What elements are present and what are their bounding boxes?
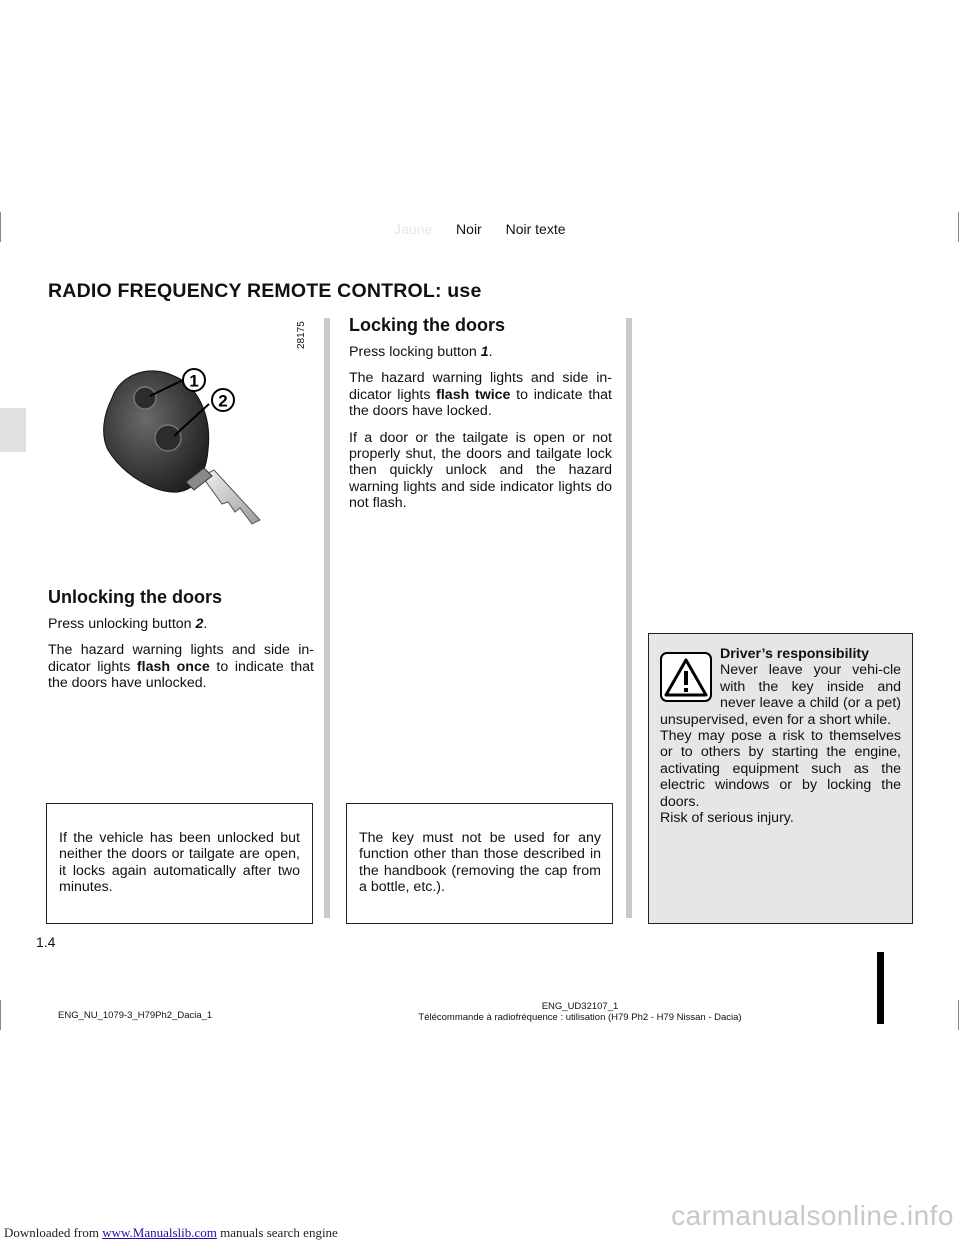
warning-text-1: Never leave your vehi-cle with the key inside and never leave a child (or a pet) unsupervised, even for a short while.	[660, 662, 901, 728]
locking-description: The hazard warning lights and side in-dicator lights flash twice to indicate that the doors have locked.	[349, 370, 612, 420]
remote-key-illustration	[90, 358, 290, 528]
ink-labels	[394, 221, 586, 237]
callout-2: 2	[218, 391, 228, 411]
ink-label-jaune: Jaune	[394, 221, 433, 237]
warning-box	[648, 633, 913, 924]
column-divider-1	[324, 318, 330, 918]
locking-button-ref: 1	[480, 344, 489, 360]
footer-module-code: ENG_UD32107_1	[541, 1001, 619, 1012]
unlocking-step: Press unlocking button 2.	[48, 616, 208, 632]
ink-label-noir-texte: Noir texte	[505, 221, 566, 237]
unlocking-section	[48, 587, 314, 702]
page-title: RADIO FREQUENCY REMOTE CONTROL: use	[48, 280, 482, 302]
end-of-section-bar	[877, 952, 884, 1024]
auto-relock-note: If the vehicle has been unlocked but neither the doors or tailgate are open, it locks again automatically after two minutes.	[59, 830, 300, 896]
locking-note: If a door or the tailgate is open or not properly shut, the doors and tailgate lock then quickly unlock and the hazard warning lights and side indicator lights do not flash.	[349, 429, 612, 512]
key-use-note: The key must not be used for any function other than those described in the handbook (removing the cap from a bottle, etc.).	[359, 830, 601, 896]
locking-section	[349, 315, 612, 522]
footer-module-info	[380, 1001, 780, 1023]
key-blade	[202, 470, 260, 524]
column-divider-2	[626, 318, 632, 918]
locking-step: Press locking button 1.	[349, 344, 493, 360]
crop-mark-left-bottom	[0, 1000, 1, 1030]
footer-document-code: ENG_NU_1079-3_H79Ph2_Dacia_1	[58, 1010, 213, 1021]
footer-module-description: Télécommande à radiofréquence : utilisation (H79 Ph2 - H79 Nissan - Dacia)	[418, 1012, 742, 1023]
warning-text-2: They may pose a risk to themselves or to others by starting the engine, activating equipment such as the electric windows or by locking the doors.	[660, 728, 901, 810]
unlocking-heading: Unlocking the doors	[48, 587, 223, 607]
lock-button	[134, 387, 156, 409]
auto-relock-note-box	[46, 803, 313, 924]
ink-label-noir: Noir	[456, 221, 482, 237]
locking-heading: Locking the doors	[349, 315, 506, 335]
site-watermark: carmanualsonline.info	[671, 1200, 954, 1231]
callout-1: 1	[189, 371, 199, 391]
warning-text-3: Risk of serious injury.	[660, 810, 794, 827]
download-banner: Downloaded from www.Manualslib.com manuals search engine	[4, 1225, 338, 1240]
unlocking-button-ref: 2	[195, 616, 204, 632]
unlock-button	[155, 425, 181, 451]
crop-mark-left-top	[0, 212, 1, 242]
section-tab	[0, 408, 26, 452]
crop-mark-right-top	[958, 212, 959, 242]
key-use-note-box	[346, 803, 613, 924]
page-number: 1.4	[36, 934, 56, 950]
unlocking-description: The hazard warning lights and side in-dicator lights flash once to indicate that the doors have unlocked.	[48, 642, 314, 692]
warning-triangle-icon	[660, 652, 712, 702]
manualslib-link[interactable]: www.Manualslib.com	[102, 1225, 217, 1240]
crop-mark-right-bottom	[958, 1000, 959, 1030]
warning-heading: Driver’s responsibility	[720, 646, 870, 662]
figure-reference: 28175	[296, 321, 307, 349]
